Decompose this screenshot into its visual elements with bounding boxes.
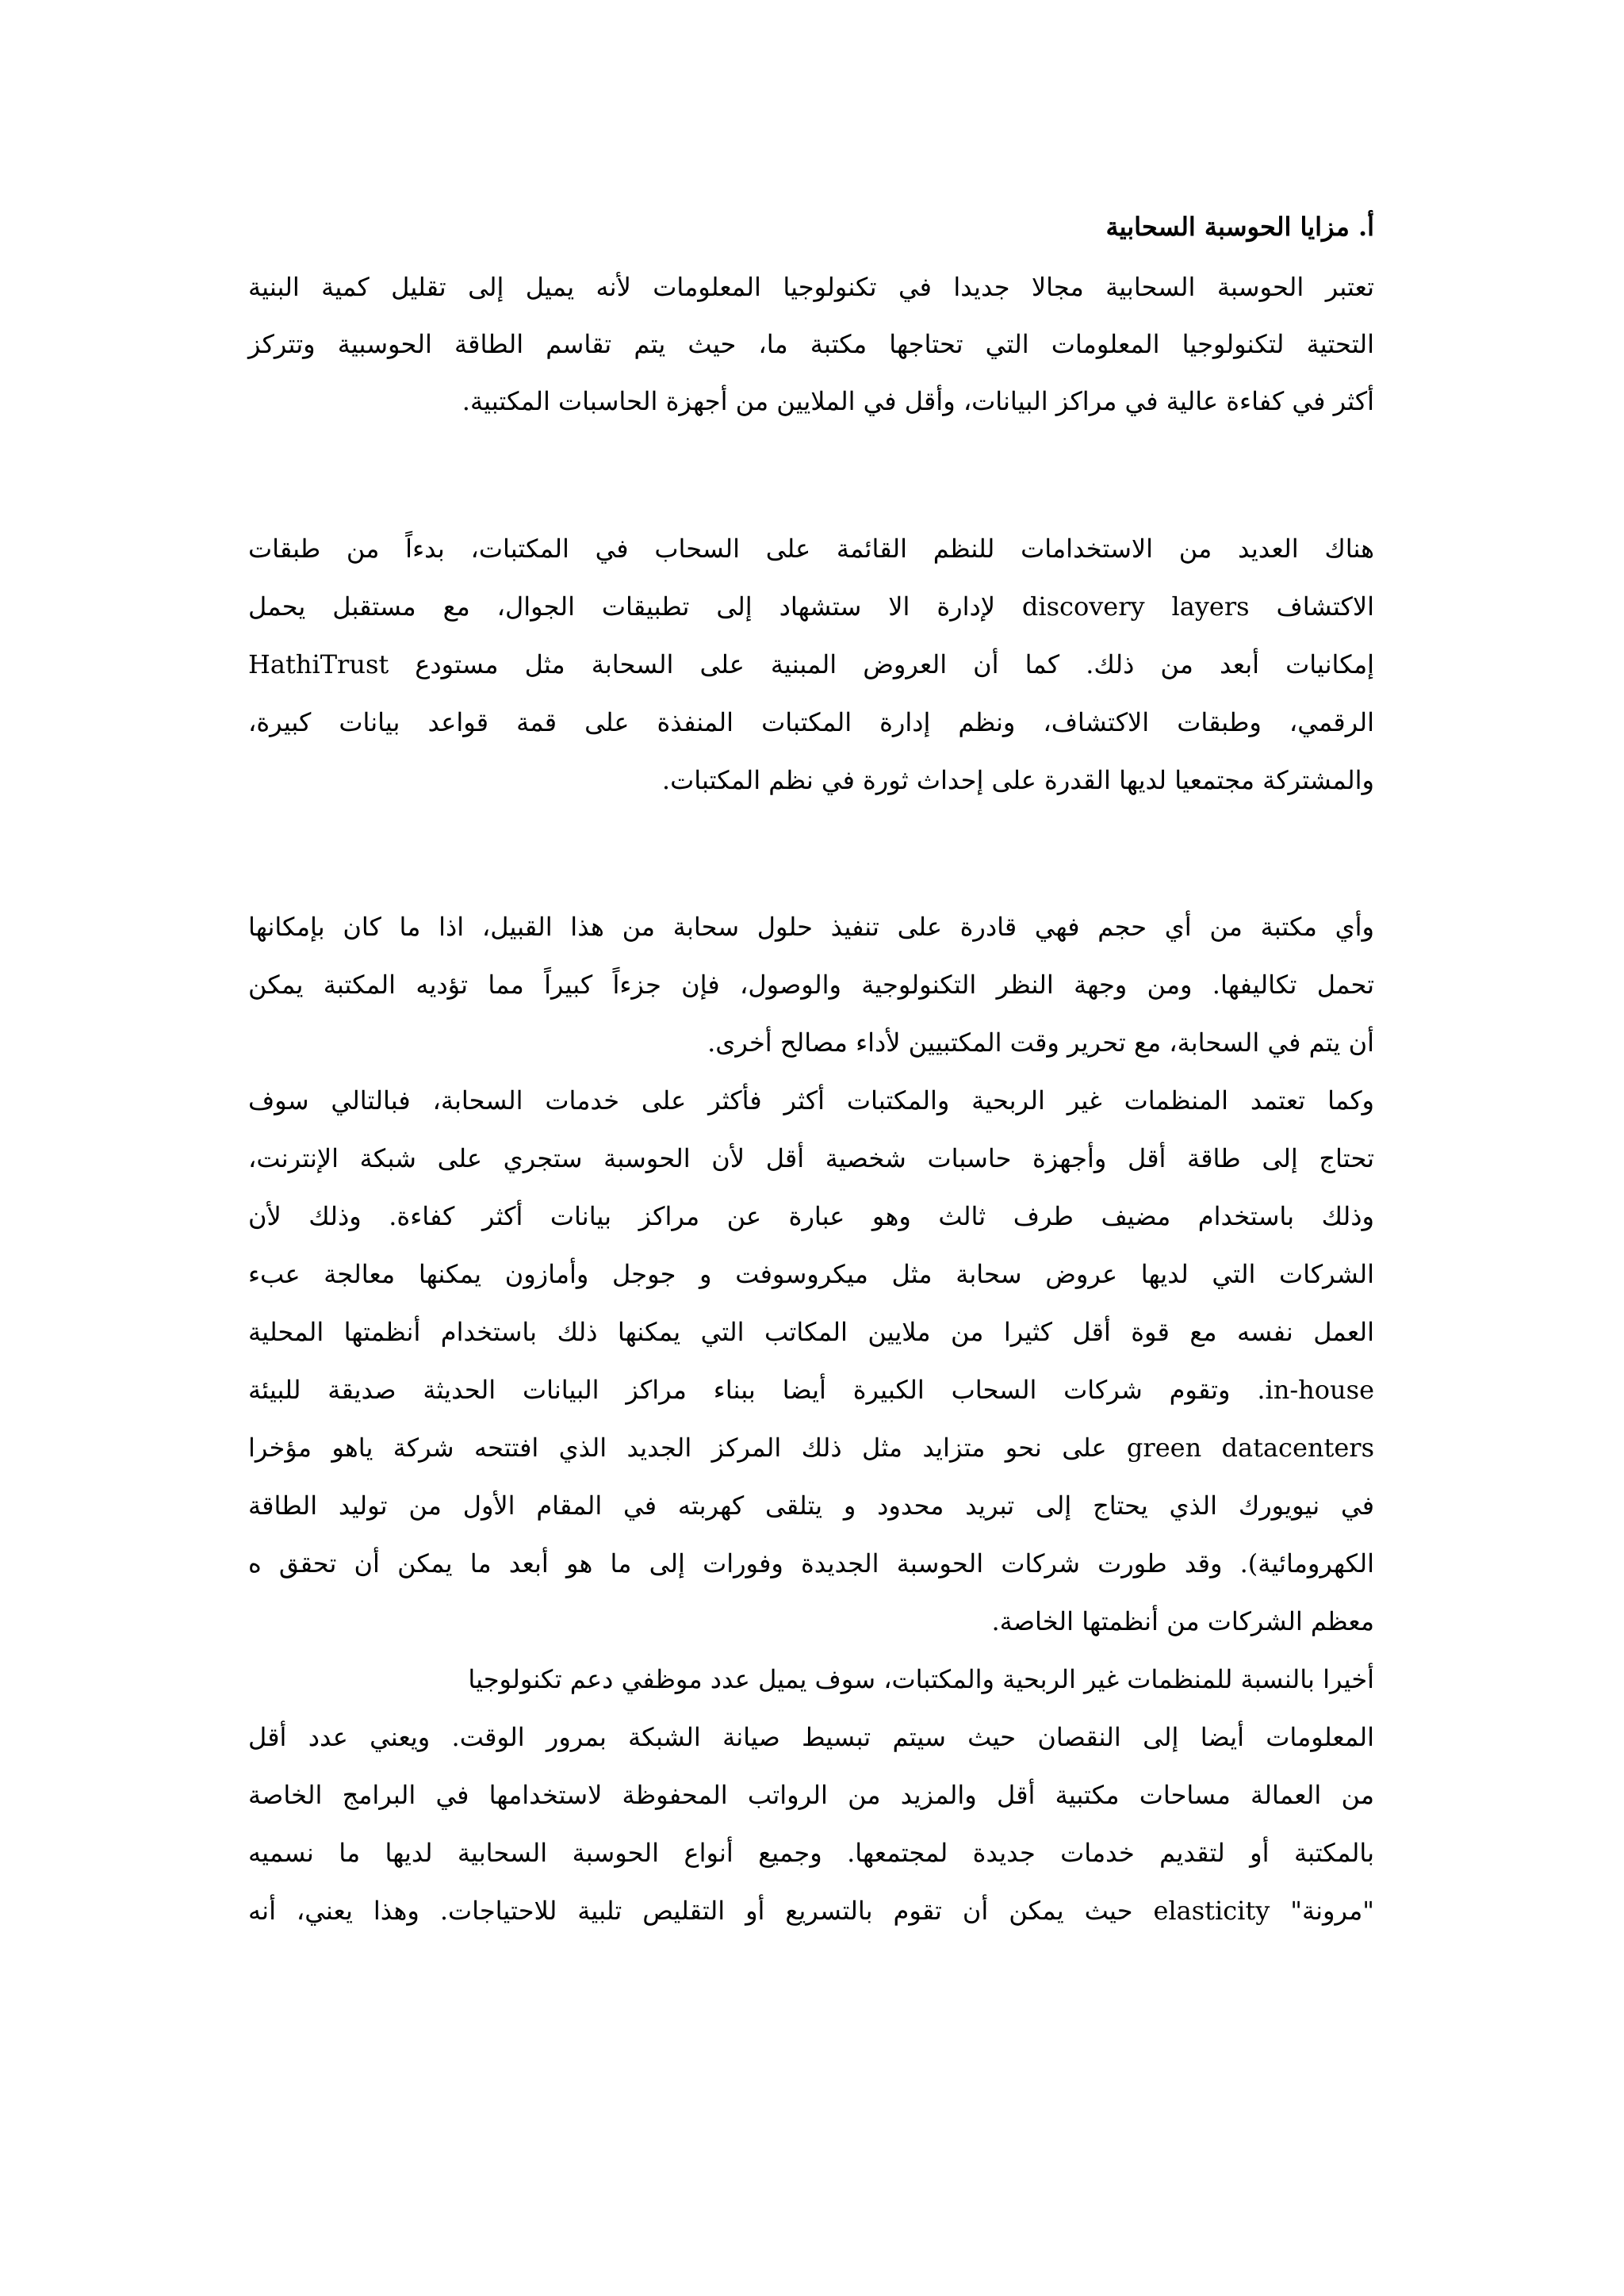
paragraph-3-line-3: أن يتم في السحابة، مع تحرير وقت المكتبيين لأداء مصالح أخرى.	[707, 1027, 1374, 1058]
paragraph-3-line-1: وأي مكتبة من أي حجم فهي قادرة على تنفيذ حلول سحابة من هذا القبيل، اذا ما كان بإمكانها	[248, 912, 1375, 942]
paragraph-3-line-7: الشركات التي لديها عروض سحابة مثل ميكروسوفت و جوجل وأمازون يمكنها معالجة عبء	[248, 1259, 1374, 1289]
paragraph-3-line-14: أخيرا بالنسبة للمنظمات غير الربحية والمكتبات، سوف يميل عدد موظفي دعم تكنولوجيا	[468, 1664, 1374, 1694]
paragraph-3-line-10: green datacenters على نحو متزايد مثل ذلك المركز الجديد الذي افتتحه شركة ياهو مؤخرا	[248, 1433, 1375, 1463]
paragraph-3-line-18: "مرونة" elasticity حيث يمكن أن تقوم بالتسريع أو التقليص تلبية للاحتياجات. وهذا يعني، أنه	[248, 1896, 1375, 1926]
paragraph-2-line-4: الرقمي، وطبقات الاكتشاف، ونظم إدارة المكتبات المنفذة على قمة قواعد بيانات كبيرة،	[248, 707, 1374, 737]
paragraph-3-line-11: في نيويورك الذي يحتاج إلى تبريد محدود و يتلقى كهربته في المقام الأول من توليد الطاقة	[248, 1490, 1374, 1521]
paragraph-1-line-1: تعتبر الحوسبة السحابية مجالا جديدا في تكنولوجيا المعلومات لأنه يميل إلى تقليل كمية البنية	[248, 272, 1374, 302]
paragraph-1-line-3: أكثر في كفاءة عالية في مراكز البيانات، وأقل في الملايين من أجهزة الحاسبات المكتبية.	[462, 386, 1374, 416]
paragraph-3-line-6: وذلك باستخدام مضيف طرف ثالث وهو عبارة عن مراكز بيانات أكثر كفاءة. وذلك لأن	[248, 1201, 1375, 1231]
paragraph-3-line-12: الكهرومائية). وقد طورت شركات الحوسبة الجديدة وفورات إلى ما هو أبعد ما يمكن أن تحقق ه	[248, 1548, 1375, 1578]
paragraph-2-line-5: والمشتركة مجتمعيا لديها القدرة على إحداث ثورة في نظم المكتبات.	[661, 765, 1374, 795]
paragraph-1-line-2: التحتية لتكنولوجيا المعلومات التي تحتاجها مكتبة ما، حيث يتم تقاسم الطاقة الحوسبية وتتركز	[248, 329, 1374, 359]
paragraph-3-line-13: معظم الشركات من أنظمتها الخاصة.	[991, 1606, 1374, 1636]
paragraph-3-line-5: تحتاج إلى طاقة أقل وأجهزة حاسبات شخصية أقل لأن الحوسبة ستجري على شبكة الإنترنت،	[248, 1143, 1374, 1173]
paragraph-3-line-16: من العمالة مساحات مكتبية أقل والمزيد من الرواتب المحفوظة لاستخدامها في البرامج الخاصة	[248, 1780, 1374, 1810]
paragraph-3-line-15: المعلومات أيضا إلى النقصان حيث سيتم تبسيط صيانة الشبكة بمرور الوقت. ويعني عدد أقل	[248, 1722, 1374, 1752]
section-heading: أ. مزايا الحوسبة السحابية	[1105, 212, 1374, 242]
paragraph-3-line-9: in-house. وتقوم شركات السحاب الكبيرة أيضا ببناء مراكز البيانات الحديثة صديقة للبيئة	[248, 1375, 1374, 1405]
paragraph-2-line-2: الاكتشاف discovery layers لإدارة الا ستشهاد إلى تطبيقات الجوال، مع مستقبل يحمل	[248, 591, 1375, 622]
paragraph-3-line-2: تحمل تكاليفها. ومن وجهة النظر التكنولوجية والوصول، فإن جزءاً كبيراً مما تؤديه المكتبة يمكن	[248, 970, 1374, 1000]
paragraph-2-line-3: إمكانيات أبعد من ذلك. كما أن العروض المبنية على السحابة مثل مستودع HathiTrust	[248, 649, 1374, 679]
paragraph-2-line-1: هناك العديد من الاستخدامات للنظم القائمة على السحاب في المكتبات، بدءاً من طبقات	[248, 534, 1374, 564]
paragraph-3-line-8: العمل نفسه مع قوة أقل كثيرا من ملايين المكاتب التي يمكنها ذلك باستخدام أنظمتها المحلية	[248, 1317, 1375, 1347]
paragraph-3-line-17: بالمكتبة أو لتقديم خدمات جديدة لمجتمعها. وجميع أنواع الحوسبة السحابية لديها ما نسميه	[248, 1838, 1374, 1868]
paragraph-3-line-4: وكما تعتمد المنظمات غير الربحية والمكتبات أكثر فأكثر على خدمات السحابة، فبالتالي سوف	[248, 1085, 1374, 1115]
